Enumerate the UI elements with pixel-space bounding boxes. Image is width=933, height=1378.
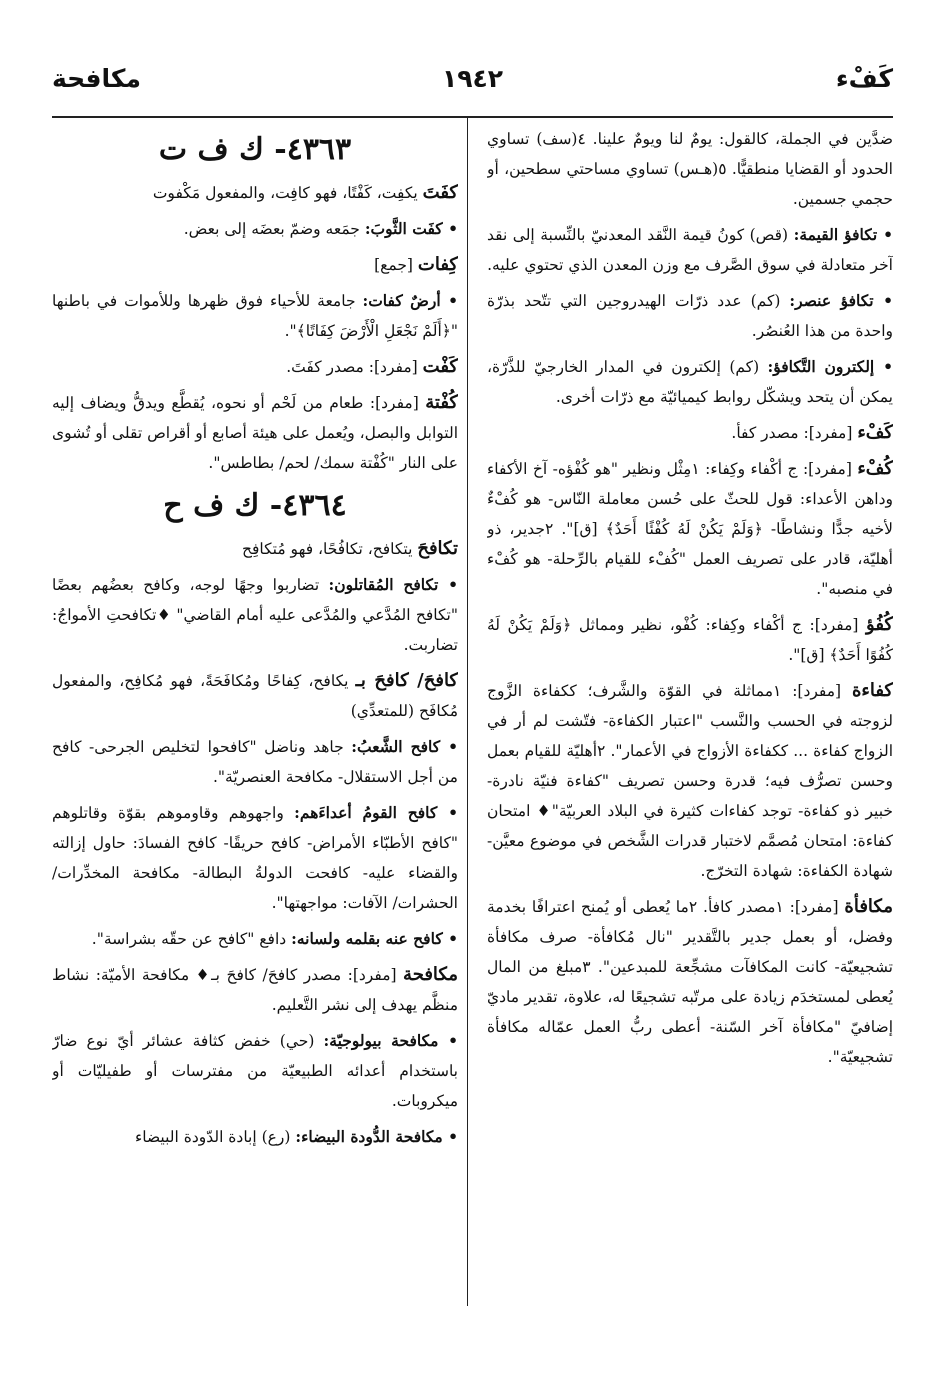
header-guide-word-right: كَفْء <box>835 63 893 93</box>
entry-headword: كِفات <box>417 254 458 275</box>
entry-headword: • تكافؤ عنصر: <box>789 291 893 310</box>
left-column <box>52 124 458 1304</box>
dictionary-entry <box>52 286 458 346</box>
entry-headword: • مكافحة بيولوجيّة: <box>323 1031 458 1050</box>
entry-headword: • كافح القومُ أعداءَهم: <box>294 803 458 822</box>
entry-definition: يكفِت، كَفْتًا، فهو كافِت، والمفعول مَكْفوت <box>152 184 423 202</box>
dictionary-entry <box>487 352 893 412</box>
entry-headword: • كافح عنه بقلمه ولسانه: <box>291 929 458 948</box>
entry-definition: [مفرد]: مصدر كفَتَ. <box>286 358 423 376</box>
entry-definition: (كم) عدد ذرّات الهيدروجين التي تتّحد بذرّة واحدة من هذا العُنصُر. <box>487 292 893 340</box>
entry-definition: يكافح، كِفاحًا ومُكافَحَةً، فهو مُكافِح، والمفعول مُكافَح (للمتعدِّي) <box>52 672 458 720</box>
entry-definition: (حي) خفض كثافة عشائر أيّ نوع ضارّ باستخدام أعدائه الطبيعيّة من مفترسات أو طفيليّات أو ميكروبات. <box>52 1032 458 1110</box>
entry-headword: • كافح الشَّعبُ: <box>351 737 458 756</box>
entry-definition: واجهوهم وقاوموهم بقوّة وقاتلوهم "كافح الأطبّاء الأمراض- كافح حريقًا- كافح الفسادَ: حاول إزالته والقضاء عليه- كافحت الدولةُ البطالة- مكافحة المخدِّرات/ الحشرات/ الآفات: مواجهتها". <box>52 804 458 912</box>
dictionary-entry <box>52 1026 458 1116</box>
entry-definition: [مفرد]: ج أكْفاء وكِفاء: ١مِثْل ونظير "هو كُفْؤه- آخ الأكفاء وداهن الأعداء: قول للحثّ على حُسن معاملة النّاس- هو كُفْءٌ لأخيه جدًّا ونشاطًا- ﴿وَلَمْ يَكُنْ لَهُ كُفْئًا أَحَدٌ﴾ [ق]". ٢جدير، ذو أهليّة، قادر على تصريف العمل "كُفْء للقيام بالرِّحلة- هو كُفْء في منصبه". <box>487 460 893 598</box>
dictionary-entry <box>52 352 458 382</box>
dictionary-entry <box>52 798 458 918</box>
dictionary-entry <box>487 676 893 886</box>
dictionary-entry <box>487 610 893 670</box>
dictionary-entry <box>487 892 893 1072</box>
dictionary-entry <box>52 178 458 208</box>
entry-headword: مكافأة <box>844 896 893 917</box>
entry-headword: كُفُؤ <box>866 614 893 635</box>
entry-headword: كفاءة <box>851 680 893 701</box>
entry-definition: [مفرد]: ١مصدر كافأ. ٢ما يُعطى أو يُمنح اعترافًا بخدمة وفضل، أو بعمل جدير بالتَّقدير "نال مُكافأة- صرف مكافأة تشجيعيّة- كانت المكافآت مشجِّعة للمبدعين". ٣مبلغ من المال يُعطى لمستخدَم زيادة على مرتّبه تشجيعًا له، علاوة، تقدير ماديّ إضافيّ "مكافأة آخر السّنة- أعطى ربُّ العمل عمّاله مكافأة تشجيعيّة". <box>487 898 893 1066</box>
entry-headword: مكافحة <box>403 964 458 985</box>
entry-definition: [مفرد]: ج أكْفاء وكِفاء: كُفْو، نظير ومماثل ﴿وَلَمْ يَكُنْ لَهُ كُفُوًا أَحَدٌ﴾ [ق]". <box>487 616 893 664</box>
entry-headword: • تكافؤ القيمة: <box>793 225 893 244</box>
entry-headword: • أرضٌ كفات: <box>362 291 458 310</box>
right-column <box>487 124 893 1304</box>
dictionary-entry <box>52 666 458 726</box>
entry-headword: كفَتَ <box>422 182 458 203</box>
dictionary-entry <box>487 286 893 346</box>
page-header <box>52 58 893 98</box>
header-guide-word-left: مكافحة <box>52 63 141 93</box>
dictionary-entry <box>487 454 893 604</box>
entry-headword: كُفْء <box>857 458 893 479</box>
dictionary-entry <box>52 534 458 564</box>
entry-definition: [مفرد]: مصدر كافحَ/ كافحَ بـ♦ مكافحة الأميّة: نشاط منظَّم يهدف إلى نشر التَّعليم. <box>52 966 458 1014</box>
entry-definition: [مفرد]: ١مماثلة في القوّة والشَّرف؛ ككفاءة الزَّوج لزوجته في الحسب والنَّسب "اعتبار الكفاءة- فتّشت لم أر في الزواج كفاءة ... ككفاءة الأزواج في الأعمار". ٢أهليّة للقيام بعمل وحسن تصرُّف فيه؛ قدرة وحسن تصريف "كفاءة فنيّة نادرة- خبير ذو كفاءة- توجد كفاءات كثيرة في البلاد العربيّة"♦ امتحان كفاءة: امتحان مُصمَّم لاختبار قدرات الشَّخص في موضوع معيَّن- شهادة الكفاءة: شهادة التخرّج. <box>487 682 893 880</box>
entry-headword: • تكافح المُقاتلون: <box>328 575 458 594</box>
entry-headword: كَفْء <box>857 422 893 443</box>
entry-definition: جمَعه وضمّ بعضَه إلى بعض. <box>183 220 365 238</box>
entry-headword: • إلكترون التَّكافؤ: <box>767 357 893 376</box>
entry-definition: تضاربوا وجهًا لوجه، وكافح بعضُهم بعضًا "تكافح المُدَّعي والمُدَّعى عليه أمام القاضي" ♦تكافحتِ الأمواجُ: تضاربت. <box>52 576 458 654</box>
entry-definition: دافع "كافح عن حقّه بشراسة". <box>91 930 292 948</box>
dictionary-entry <box>52 732 458 792</box>
entry-continuation: ضدَّين في الجملة، كالقول: يومٌ لنا ويومٌ علينا. ٤(سف) تساوي الحدود أو القضايا منطقيًّا. ٥(هـس) تساوي مساحتي سطحين، أو حجمي جسمين. <box>487 130 893 208</box>
entry-headword: كُفْتة <box>425 392 458 413</box>
dictionary-entry <box>52 214 458 244</box>
dictionary-entry <box>487 220 893 280</box>
root-heading: ٤٣٦٣- ك ف ت <box>158 132 352 167</box>
entry-headword: كَفْت <box>422 356 458 377</box>
dictionary-entry <box>52 924 458 954</box>
dictionary-entry <box>52 388 458 478</box>
entry-definition: (قص) كونُ قيمة النَّقد المعدنيّ بالنِّسبة إلى نقد آخر متعادلة في سوق الصَّرف مع وزن المعدن الذي تحتوي عليه. <box>487 226 893 274</box>
dictionary-entry <box>52 960 458 1020</box>
dictionary-entry <box>52 570 458 660</box>
entry-definition: يتكافح، تكافُحًا، فهو مُتكافِح <box>241 540 418 558</box>
column-divider <box>467 116 468 1306</box>
entry-headword: كافحَ/ كافحَ بـ <box>355 670 458 691</box>
page-number: ١٩٤٢ <box>441 63 504 93</box>
dictionary-entry <box>52 1122 458 1152</box>
entry-definition: [مفرد]: طعام من لَحْم أو نحوه، يُقطَّع ويدقُّ ويضاف إليه التوابل والبصل، ويُعمل على هيئة أصابع أو أقراص تقلى أو تُشوى على النار "كُفْتة سمك/ لحم/ بطاطس". <box>52 394 458 472</box>
header-rule <box>52 116 893 118</box>
dictionary-entry <box>52 250 458 280</box>
entry-headword: تكافحَ <box>417 538 458 559</box>
dictionary-entry <box>487 418 893 448</box>
root-heading: ٤٣٦٤- ك ف ح <box>163 488 347 523</box>
entry-headword: • كفَت الثَّوبَ: <box>364 219 458 238</box>
entry-definition: (رع) إبادة الدّودة البيضاء <box>134 1128 296 1146</box>
entry-definition: [مفرد]: مصدر كفأ. <box>731 424 858 442</box>
entry-definition: جامعة للأحياء فوق ظهرها وللأموات في باطنها "﴿أَلَمْ نَجْعَلِ الْأَرْضَ كِفَاتًا﴾". <box>52 292 458 340</box>
entry-headword: • مكافحة الدُّودة البيضاء: <box>295 1127 458 1146</box>
entry-definition: [جمع] <box>374 256 418 274</box>
entry-definition: جاهد وناضل "كافحوا لتخليص الجرحى- كافح من أجل الاستقلال- مكافحة العنصريّة". <box>52 738 458 786</box>
entry-definition: (كم) إلكترون في المدار الخارجيّ للذَّرّة، يمكن أن يتحد ويشكّل روابط كيميائيّة مع ذرّات أخرى. <box>487 358 893 406</box>
